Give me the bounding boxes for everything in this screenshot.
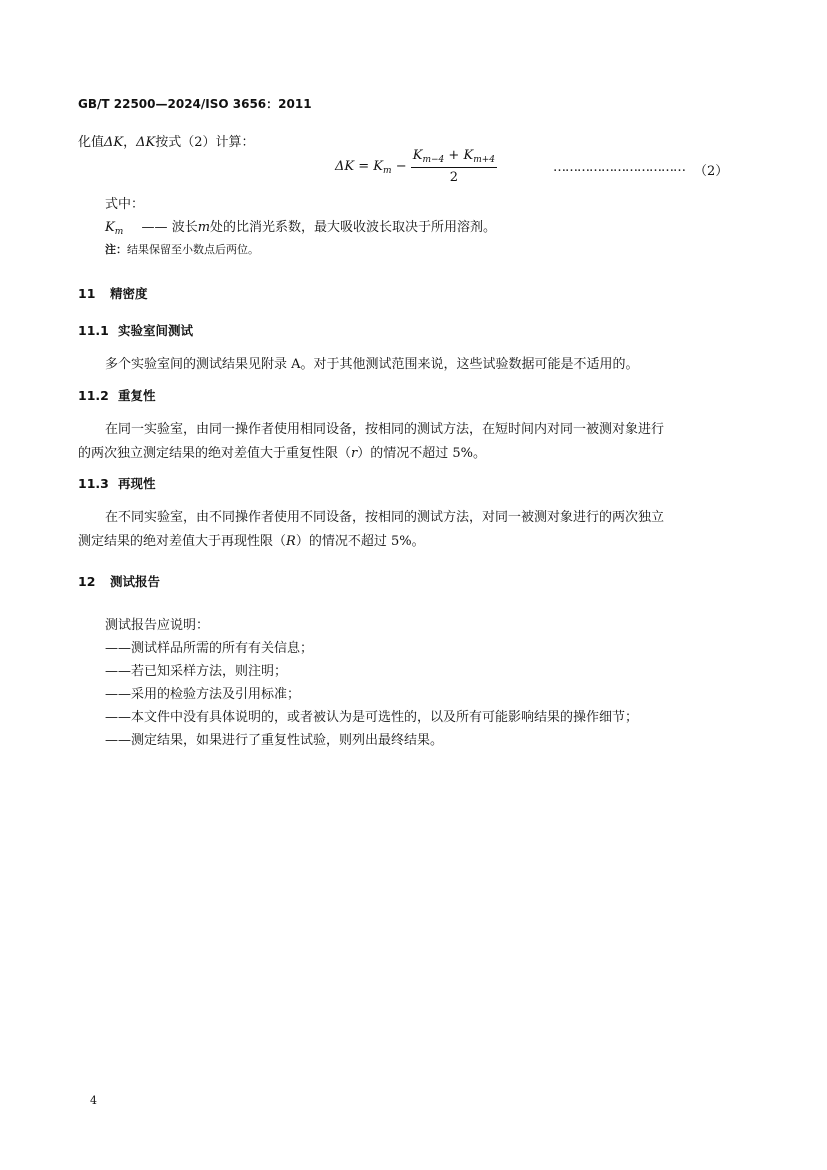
delta-k-symbol: ΔK bbox=[104, 135, 124, 150]
definition-text-1: 波长 bbox=[171, 220, 198, 235]
formula-number: （2） bbox=[694, 164, 729, 179]
intro-separator: ， bbox=[123, 135, 137, 150]
section-11-heading bbox=[78, 284, 148, 302]
section-11-2-heading bbox=[78, 386, 156, 404]
formula-fraction bbox=[411, 148, 497, 185]
report-list-item: ——本文件中没有具体说明的，或者被认为是可选性的，以及所有可能影响结果的操作细节； bbox=[105, 710, 639, 725]
numerator-k2-sub: m+4 bbox=[473, 155, 495, 165]
report-list-item: ——测试样品所需的所有有关信息； bbox=[105, 641, 314, 656]
formula-intro-line bbox=[78, 131, 255, 150]
section-number: 11.1 bbox=[78, 323, 109, 338]
section-11-3-text-line1: 在不同实验室，由不同操作者使用不同设备，按相同的测试方法，对同一被测对象进行的两次独立 bbox=[105, 510, 665, 525]
definition-m: m bbox=[197, 220, 211, 235]
definition-dash: —— bbox=[141, 220, 168, 235]
numerator-k1-sub: m−4 bbox=[422, 155, 445, 165]
definition-symbol-sub: m bbox=[114, 227, 124, 237]
section-number: 11.3 bbox=[78, 476, 109, 491]
section-title: 实验室间测试 bbox=[118, 323, 194, 338]
note bbox=[105, 241, 259, 257]
symbol-definition bbox=[105, 216, 496, 237]
section-11-3-text-line2 bbox=[78, 530, 425, 549]
intro-suffix: 按式（2）计算： bbox=[155, 135, 255, 150]
section-11-2-text-line1: 在同一实验室，由同一操作者使用相同设备，按相同的测试方法，在短时间内对同一被测对象进行 bbox=[105, 422, 665, 437]
text-part: 的两次独立测定结果的绝对差值大于重复性限（ bbox=[78, 446, 352, 461]
section-title: 测试报告 bbox=[110, 574, 161, 589]
fraction-denominator: 2 bbox=[449, 170, 459, 185]
section-11-1-text: 多个实验室间的测试结果见附录 A。对于其他测试范围来说，这些试验数据可能是不适用的。 bbox=[105, 357, 639, 372]
definition-symbol: K bbox=[105, 220, 115, 235]
formula-minus: − bbox=[395, 159, 407, 174]
section-title: 再现性 bbox=[118, 476, 156, 491]
standard-code-header: GB/T 22500—2024/ISO 3656：2011 bbox=[78, 97, 312, 111]
definition-text-2: 处的比消光系数，最大吸收波长取决于所用溶剂。 bbox=[210, 220, 497, 235]
fraction-numerator bbox=[411, 148, 497, 168]
formula-k: K bbox=[373, 159, 384, 174]
note-text: 结果保留至小数点后两位。 bbox=[127, 243, 259, 256]
section-title: 精密度 bbox=[110, 286, 148, 301]
intro-prefix: 化值 bbox=[78, 135, 105, 150]
repeatability-symbol: r bbox=[351, 446, 358, 461]
section-number: 11.2 bbox=[78, 388, 109, 403]
numerator-plus: + bbox=[448, 148, 460, 163]
delta-k-symbol: ΔK bbox=[136, 135, 156, 150]
text-part: 测定结果的绝对差值大于再现性限（ bbox=[78, 534, 287, 549]
formula-2 bbox=[335, 148, 497, 185]
section-11-2-text-line2 bbox=[78, 442, 486, 461]
numerator-k2: K bbox=[463, 148, 474, 163]
formula-leader-dots: …………………………… bbox=[553, 160, 685, 175]
section-11-3-heading bbox=[78, 474, 156, 492]
section-11-1-heading bbox=[78, 321, 193, 339]
report-intro: 测试报告应说明： bbox=[105, 618, 210, 633]
report-list-item: ——测定结果，如果进行了重复性试验，则列出最终结果。 bbox=[105, 733, 444, 748]
section-number: 12 bbox=[78, 574, 96, 589]
where-label: 式中： bbox=[105, 197, 145, 212]
note-label: 注： bbox=[105, 243, 127, 256]
reproducibility-symbol: R bbox=[286, 534, 296, 549]
text-part: ）的情况不超过 5%。 bbox=[295, 534, 425, 549]
formula-lhs: ΔK bbox=[335, 159, 355, 174]
section-number: 11 bbox=[78, 286, 96, 301]
text-part: ）的情况不超过 5%。 bbox=[357, 446, 486, 461]
page-number: 4 bbox=[90, 1094, 97, 1107]
numerator-k1: K bbox=[412, 148, 423, 163]
section-12-heading bbox=[78, 572, 160, 590]
formula-k-sub: m bbox=[383, 166, 392, 176]
formula-equals: = bbox=[358, 159, 370, 174]
section-title: 重复性 bbox=[118, 388, 156, 403]
report-list-item: ——若已知采样方法，则注明； bbox=[105, 664, 288, 679]
report-list-item: ——采用的检验方法及引用标准； bbox=[105, 687, 301, 702]
